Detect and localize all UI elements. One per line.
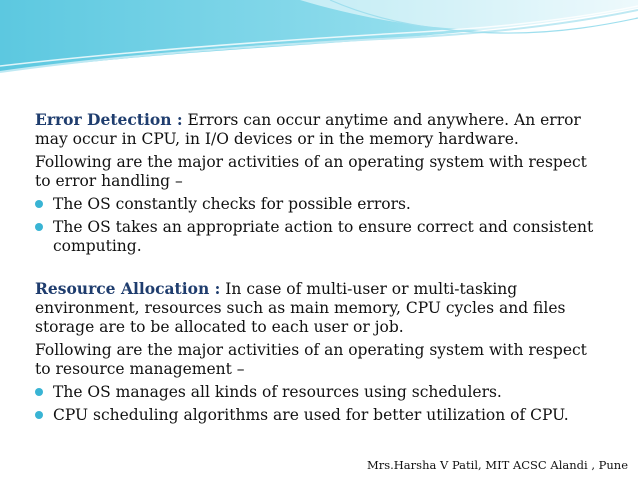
error-detection-intro (35, 110, 600, 149)
header-wave-decoration (0, 0, 638, 90)
error-handling-list (35, 195, 600, 256)
list-item-text: The OS manages all kinds of resources using schedulers. (53, 383, 502, 401)
list-item-text: CPU scheduling algorithms are used for better utilization of CPU. (53, 406, 569, 424)
error-detection-text: Errors can occur anytime and anywhere. An error may occur in CPU, in I/O devices or in the memory hardware. (35, 111, 581, 148)
bullet-dot-icon (35, 388, 43, 396)
list-item (35, 218, 600, 256)
error-detection-term: Error Detection : (35, 110, 183, 129)
resource-management-lead: Following are the major activities of an operating system with respect to resource management – (35, 341, 587, 378)
list-item (35, 195, 600, 214)
bullet-dot-icon (35, 411, 43, 419)
resource-allocation-intro (35, 279, 600, 337)
list-item-text: The OS constantly checks for possible errors. (53, 195, 411, 213)
list-item-text: The OS takes an appropriate action to ensure correct and consistent computing. (53, 218, 594, 255)
resource-management-list (35, 383, 600, 425)
resource-allocation-text: In case of multi-user or multi-tasking environment, resources such as main memory, CPU cycles and files storage are to be allocated to each user or job. (35, 280, 566, 336)
bullet-dot-icon (35, 200, 43, 208)
error-handling-lead: Following are the major activities of an operating system with respect to error handling – (35, 153, 587, 190)
author-footer: Mrs.Harsha V Patil, MIT ACSC Alandi , Pune (366, 458, 628, 472)
bullet-dot-icon (35, 223, 43, 231)
list-item (35, 406, 600, 425)
list-item (35, 383, 600, 402)
resource-allocation-term: Resource Allocation : (35, 279, 221, 298)
slide-content (35, 110, 600, 429)
